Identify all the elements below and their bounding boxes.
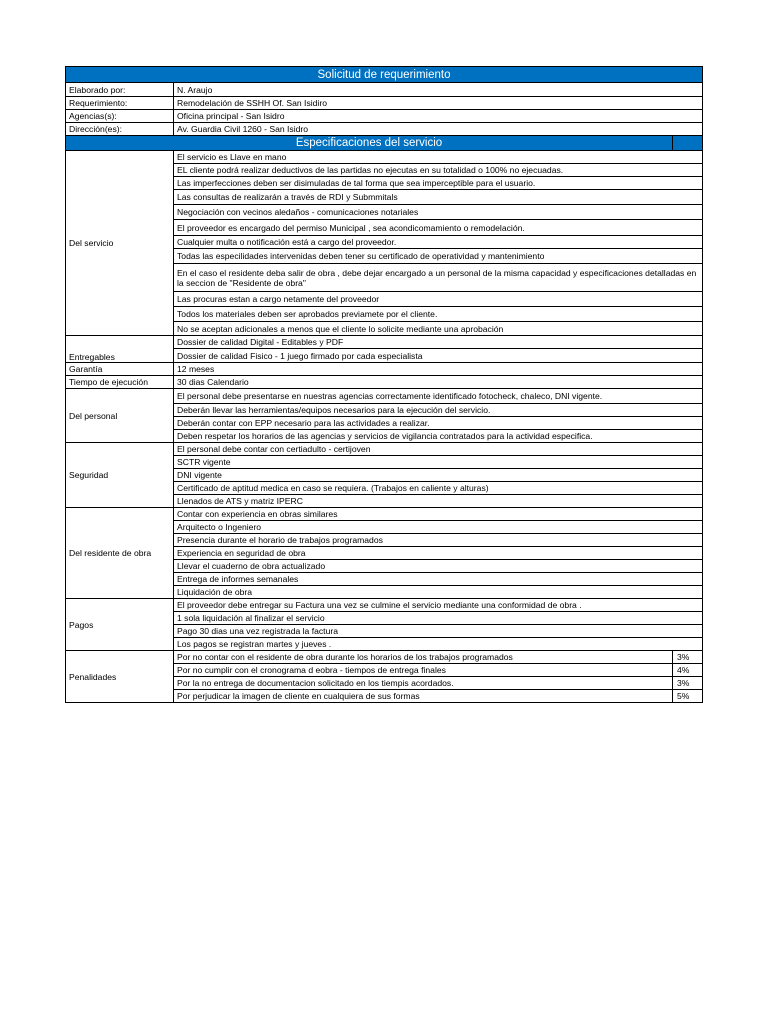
direccion-value: Av. Guardia Civil 1260 - San Isidro bbox=[174, 123, 703, 136]
spec-title-strip bbox=[673, 136, 703, 151]
section-item-text: Las imperfecciones deben ser disimuladas de tal forma que sea imperceptible para el usuario. bbox=[174, 177, 703, 190]
section-item-text: El proveedor es encargado del permiso Municipal , sea acondicomamiento o remodelación. bbox=[174, 220, 703, 236]
section-item-text: Por perjudicar la imagen de cliente en cualquiera de sus formas bbox=[174, 690, 673, 703]
section-label: Del residente de obra bbox=[66, 508, 174, 599]
section-row bbox=[66, 363, 703, 376]
section-item-text: Por no contar con el residente de obra durante los horarios de los trabajos programados bbox=[174, 651, 673, 664]
section-item-text: El personal debe presentarse en nuestras agencias correctamente identificado fotocheck, chaleco, DNI vigente. bbox=[174, 389, 703, 404]
section-item-text: 1 sola liquidación al finalizar el servicio bbox=[174, 612, 703, 625]
section-item-text: Deberán llevar las herramientas/equipos necesarios para la ejecución del servicio. bbox=[174, 404, 703, 417]
section-item-text: Negociación con vecinos aledaños - comunicaciones notariales bbox=[174, 205, 703, 220]
section-item-text: 12 meses bbox=[174, 363, 703, 376]
section-item-text: Deben respetar los horarios de las agencias y servicios de vigilancia contratados para la actividad especifica. bbox=[174, 430, 703, 443]
section-item-text: Llenados de ATS y matriz IPERC bbox=[174, 495, 703, 508]
section-label: Pagos bbox=[66, 599, 174, 651]
penalty-percent: 5% bbox=[673, 690, 703, 703]
section-row bbox=[66, 389, 703, 404]
spec-title: Especificaciones del servicio bbox=[66, 136, 673, 151]
requerimiento-label: Requerimiento: bbox=[66, 97, 174, 110]
section-row bbox=[66, 151, 703, 164]
section-item-text: Dossier de calidad Fisico - 1 juego firmado por cada especialista bbox=[174, 349, 703, 363]
section-item-text: Dossier de calidad Digital - Editables y PDF bbox=[174, 336, 703, 349]
section-row bbox=[66, 508, 703, 521]
section-item-text: Todos los materiales deben ser aprobados previamete por el cliente. bbox=[174, 307, 703, 322]
penalty-percent: 4% bbox=[673, 664, 703, 677]
requirement-sheet bbox=[65, 66, 703, 703]
direccion-label: Dirección(es): bbox=[66, 123, 174, 136]
section-item-text: Todas las especilidades intervenidas deben tener su certificado de operatividad y mantenimiento bbox=[174, 249, 703, 264]
section-label: Seguridad bbox=[66, 443, 174, 508]
section-row bbox=[66, 651, 703, 664]
sheet-title: Solicitud de requerimiento bbox=[66, 67, 703, 83]
elaborado-value: N. Araujo bbox=[174, 83, 703, 97]
section-label: Penalidades bbox=[66, 651, 174, 703]
section-item-text: El servicio es Llave en mano bbox=[174, 151, 703, 164]
section-item-text: Por no cumplir con el cronograma d eobra - tiempos de entrega finales bbox=[174, 664, 673, 677]
section-item-text: Llevar el cuaderno de obra actualizado bbox=[174, 560, 703, 573]
elaborado-label: Elaborado por: bbox=[66, 83, 174, 97]
section-item-text: Experiencia en seguridad de obra bbox=[174, 547, 703, 560]
section-item-text: Contar con experiencia en obras similares bbox=[174, 508, 703, 521]
section-item-text: 30 dias Calendario bbox=[174, 376, 703, 389]
section-item-text: Presencia durante el horario de trabajos programados bbox=[174, 534, 703, 547]
agencias-value: Oficina principal - San Isidro bbox=[174, 110, 703, 123]
section-label: Tiempo de ejecución bbox=[66, 376, 174, 389]
penalty-percent: 3% bbox=[673, 651, 703, 664]
section-item-text: Las consultas de realizarán a través de RDI y Submmitals bbox=[174, 190, 703, 205]
section-item-text: Los pagos se registran martes y jueves . bbox=[174, 638, 703, 651]
section-item-text: Entrega de informes semanales bbox=[174, 573, 703, 586]
section-item-text: Pago 30 dias una vez registrada la factura bbox=[174, 625, 703, 638]
section-item-text: El proveedor debe entregar su Factura una vez se culmine el servicio mediante una conformidad de obra . bbox=[174, 599, 703, 612]
section-row bbox=[66, 599, 703, 612]
section-item-text: Deberán contar con EPP necesario para las actividades a realizar. bbox=[174, 417, 703, 430]
section-item-text: No se aceptan adicionales a menos que el cliente lo solicite mediante una aprobación bbox=[174, 322, 703, 336]
agencias-label: Agencias(s): bbox=[66, 110, 174, 123]
section-item-text: Por la no entrega de documentacion solicitado en los tiempis acordados. bbox=[174, 677, 673, 690]
penalty-percent: 3% bbox=[673, 677, 703, 690]
section-label: Entregables bbox=[66, 336, 174, 363]
section-item-text: El personal debe contar con certiadulto - certijoven bbox=[174, 443, 703, 456]
section-item-text: En el caso el residente deba salir de obra , debe dejar encargado a un personal de la misma capacidad y especificaciones detalladas en la seccion de "Residente de obra" bbox=[174, 264, 703, 292]
section-item-text: EL cliente podrá realizar deductivos de las partidas no ejecutas en su totalidad o 100% no ejecuadas. bbox=[174, 164, 703, 177]
section-item-text: Liquidación de obra bbox=[174, 586, 703, 599]
section-item-text: Las procuras estan a cargo netamente del proveedor bbox=[174, 292, 703, 307]
section-item-text: Cualquier multa o notificación está a cargo del proveedor. bbox=[174, 236, 703, 249]
section-item-text: SCTR vigente bbox=[174, 456, 703, 469]
section-label: Garantía bbox=[66, 363, 174, 376]
section-item-text: DNI vigente bbox=[174, 469, 703, 482]
requerimiento-value: Remodelación de SSHH Of. San Isidiro bbox=[174, 97, 703, 110]
section-item-text: Arquitecto o Ingeniero bbox=[174, 521, 703, 534]
section-label: Del personal bbox=[66, 389, 174, 443]
section-label: Del servicio bbox=[66, 151, 174, 336]
section-row bbox=[66, 376, 703, 389]
section-row bbox=[66, 336, 703, 349]
section-row bbox=[66, 443, 703, 456]
section-item-text: Certificado de aptitud medica en caso se requiera. (Trabajos en caliente y alturas) bbox=[174, 482, 703, 495]
